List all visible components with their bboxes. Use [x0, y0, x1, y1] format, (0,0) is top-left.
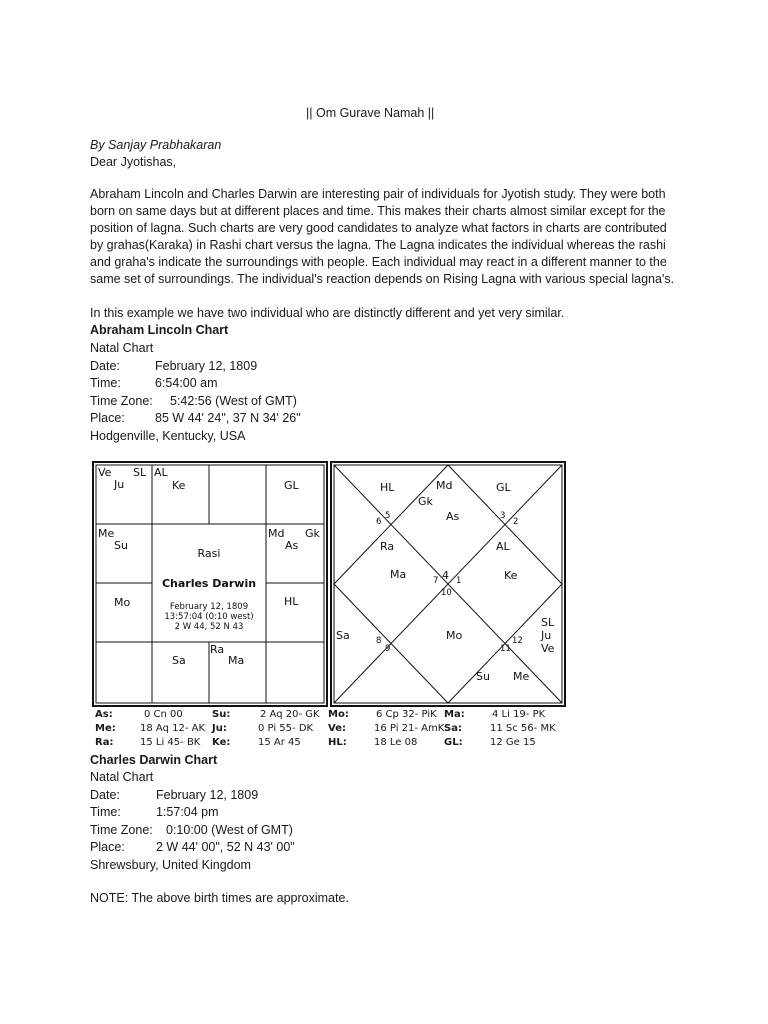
south-indian-rasi-chart — [92, 461, 328, 707]
position-value: 15 Ar 45 — [258, 737, 301, 748]
nc-ke: Ke — [504, 569, 518, 582]
darwin-tz-label: Time Zone: — [90, 823, 153, 837]
lincoln-tz: 5:42:56 (West of GMT) — [170, 394, 297, 408]
nc-num-5: 5 — [385, 511, 391, 521]
nc-num-11: 11 — [500, 644, 511, 654]
position-label: Ma: — [444, 709, 465, 720]
darwin-place-label: Place: — [90, 840, 125, 854]
nc-sa: Sa — [336, 629, 350, 642]
nc-al: AL — [496, 540, 510, 553]
nc-num-4: 4 — [442, 569, 449, 582]
intro-line: and graha's indicate the surroundings with people. Each individual may react in a different manner to the — [90, 255, 667, 269]
position-value: 18 Aq 12- AK — [140, 723, 206, 734]
position-label: Ve: — [328, 723, 346, 734]
intro-line: born on same days but at different places and time. This makes their charts almost similar except for the — [90, 204, 666, 218]
position-label: As: — [95, 709, 113, 720]
nc-md: Md — [436, 479, 453, 492]
position-value: 16 Pi 21- AmK — [374, 723, 445, 734]
lincoln-heading: Abraham Lincoln Chart — [90, 323, 229, 337]
nc-hl: HL — [380, 481, 395, 494]
scorpio-planet: Sa — [172, 654, 186, 667]
aries-planet: Ke — [172, 479, 186, 492]
center-name: Charles Darwin — [161, 577, 257, 590]
position-value: 6 Cp 32- PiK — [376, 709, 437, 720]
lincoln-place-label: Place: — [90, 411, 125, 425]
nc-num-12: 12 — [512, 636, 523, 646]
lincoln-time: 6:54:00 am — [155, 376, 218, 390]
nc-num-1: 1 — [456, 576, 462, 586]
capricorn-planet: Mo — [114, 596, 131, 609]
cancer-tr-label: Gk — [305, 527, 320, 540]
nc-num-6: 6 — [376, 517, 382, 527]
position-value: 0 Cn 00 — [144, 709, 183, 720]
nc-me: Me — [513, 670, 530, 683]
position-label: GL: — [444, 737, 463, 748]
aries-tl-label: AL — [154, 466, 168, 479]
author-line: By Sanjay Prabhakaran — [90, 138, 222, 152]
cancer-planet: As — [285, 539, 299, 552]
position-value: 18 Le 08 — [374, 737, 418, 748]
nc-gl: GL — [496, 481, 511, 494]
lincoln-location: Hodgenville, Kentucky, USA — [90, 429, 246, 443]
nc-num-7: 7 — [433, 576, 439, 586]
intro-line: Abraham Lincoln and Charles Darwin are interesting pair of individuals for Jyotish study. They were both — [90, 187, 666, 201]
nc-num-10: 10 — [441, 588, 452, 598]
nc-mo: Mo — [446, 629, 463, 642]
darwin-place: 2 W 44' 00", 52 N 43' 00" — [156, 840, 295, 854]
position-value: 0 Pi 55- DK — [258, 723, 314, 734]
north-indian-chart — [330, 461, 566, 707]
position-label: Me: — [95, 723, 116, 734]
pisces-planet: Ju — [114, 478, 125, 491]
lincoln-date: February 12, 1809 — [155, 359, 258, 373]
center-date: February 12, 1809 — [169, 602, 249, 612]
nc-ve: Ve — [541, 642, 555, 655]
nc-ra: Ra — [380, 540, 395, 553]
position-label: Mo: — [328, 709, 349, 720]
position-label: Ra: — [95, 737, 114, 748]
position-label: Sa: — [444, 723, 462, 734]
aquarius-planet: Su — [114, 539, 128, 552]
cancer-tl-label: Md — [268, 527, 285, 540]
darwin-time: 1:57:04 pm — [156, 805, 219, 819]
nc-num-2: 2 — [513, 517, 519, 527]
position-label: Ke: — [212, 737, 231, 748]
position-label: Ju: — [212, 723, 227, 734]
lincoln-subheading: Natal Chart — [90, 341, 154, 355]
nc-as: As — [446, 510, 460, 523]
nc-sl: SL — [541, 616, 555, 629]
nc-ma: Ma — [390, 568, 407, 581]
note: NOTE: The above birth times are approximate. — [90, 891, 349, 905]
position-value: 2 Aq 20- GK — [260, 709, 320, 720]
darwin-tz: 0:10:00 (West of GMT) — [166, 823, 293, 837]
darwin-location: Shrewsbury, United Kingdom — [90, 858, 251, 872]
nc-gk: Gk — [418, 495, 433, 508]
center-title: Rasi — [197, 547, 221, 560]
pisces-tl-label: Ve — [98, 466, 112, 479]
libra-tl-label: Ra — [210, 643, 225, 656]
lincoln-tz-label: Time Zone: — [90, 394, 153, 408]
example-line: In this example we have two individual who are distinctly different and yet very similar. — [90, 306, 565, 320]
gemini-planet: GL — [284, 479, 299, 492]
leo-planet: HL — [284, 595, 299, 608]
lincoln-time-label: Time: — [90, 376, 121, 390]
lincoln-date-label: Date: — [90, 359, 120, 373]
position-label: Su: — [212, 709, 231, 720]
nc-num-9: 9 — [385, 644, 391, 654]
aquarius-tl-label: Me — [98, 527, 115, 540]
position-value: 11 Sc 56- MK — [490, 723, 556, 734]
darwin-date-label: Date: — [90, 788, 120, 802]
intro-line: position of lagna. Such charts are very good candidates to analyze what factors in charts are contributed — [90, 221, 667, 235]
pisces-tr-label: SL — [133, 466, 147, 479]
nc-num-8: 8 — [376, 636, 382, 646]
center-place: 2 W 44, 52 N 43 — [174, 622, 244, 632]
position-value: 12 Ge 15 — [490, 737, 536, 748]
page-header: || Om Gurave Namah || — [306, 106, 435, 120]
nc-num-3: 3 — [500, 511, 506, 521]
nc-ju: Ju — [541, 629, 552, 642]
position-value: 15 Li 45- BK — [140, 737, 201, 748]
nc-su: Su — [476, 670, 490, 683]
darwin-subheading: Natal Chart — [90, 770, 154, 784]
libra-planet: Ma — [228, 654, 245, 667]
lincoln-place: 85 W 44' 24", 37 N 34' 26" — [155, 411, 301, 425]
darwin-date: February 12, 1809 — [156, 788, 259, 802]
position-value: 4 Li 19- PK — [492, 709, 546, 720]
darwin-heading: Charles Darwin Chart — [90, 753, 218, 767]
salutation: Dear Jyotishas, — [90, 155, 177, 169]
darwin-time-label: Time: — [90, 805, 121, 819]
intro-line: same set of surroundings. The individual's reaction depends on Rising Lagna with various special lagna's. — [90, 272, 675, 286]
position-label: HL: — [328, 737, 347, 748]
center-time: 13:57:04 (0:10 west) — [164, 612, 254, 622]
intro-line: by grahas(Karaka) in Rashi chart versus the lagna. The Lagna indicates the individual whereas the rashi — [90, 238, 666, 252]
